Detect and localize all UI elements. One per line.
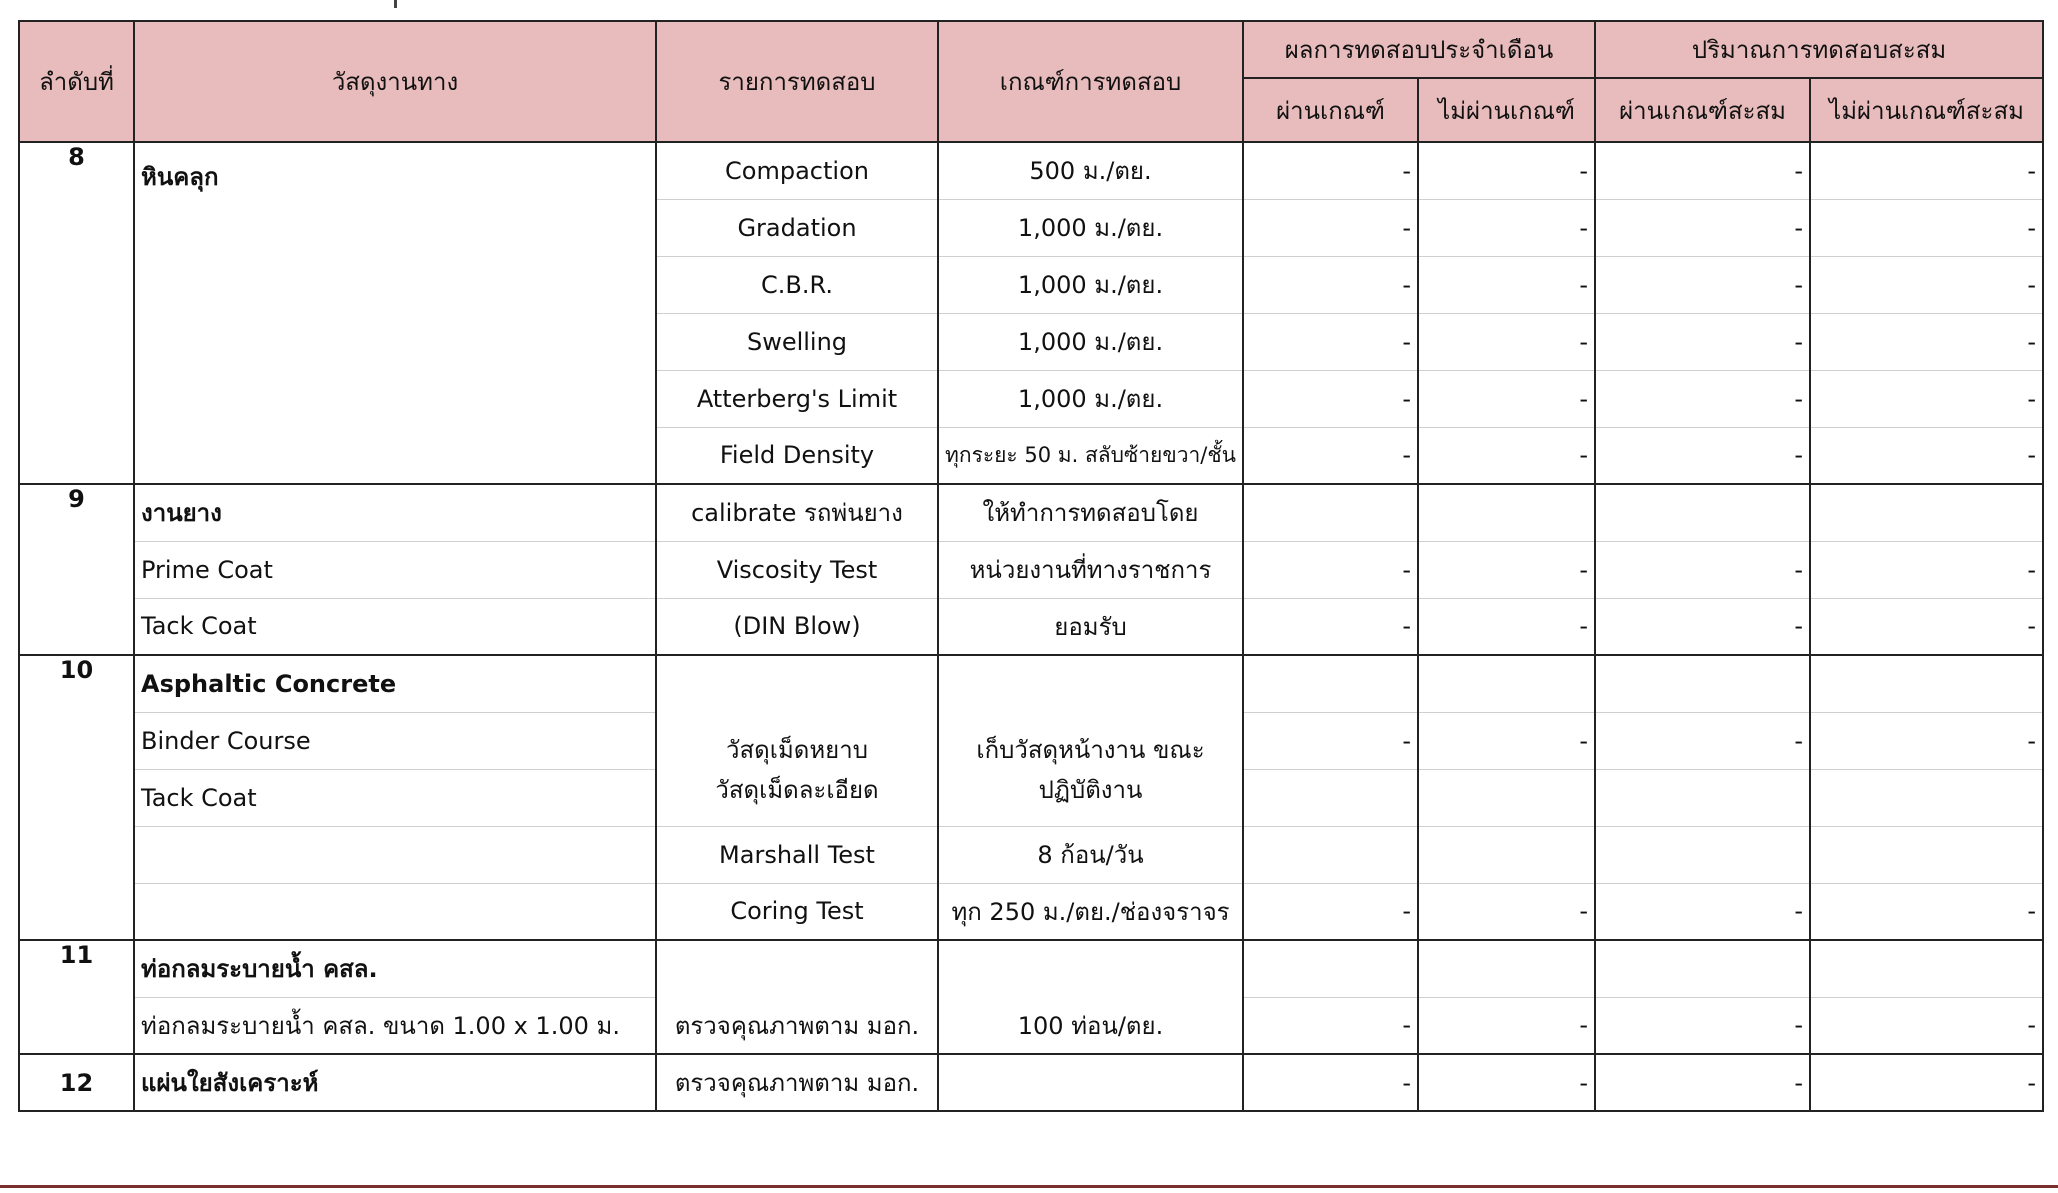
monthly-fail-value: - <box>1418 142 1595 199</box>
cumulative-pass-value: - <box>1595 997 1810 1054</box>
cumulative-fail-value <box>1810 484 2043 541</box>
table-row <box>19 712 2043 769</box>
monthly-pass-value: - <box>1243 370 1418 427</box>
cumulative-fail-value <box>1810 826 2043 883</box>
monthly-fail-value: - <box>1418 997 1595 1054</box>
row-number: 11 <box>19 940 134 1054</box>
monthly-pass-value: - <box>1243 313 1418 370</box>
monthly-fail-value: - <box>1418 199 1595 256</box>
monthly-fail-value <box>1418 769 1595 826</box>
material-name: Tack Coat <box>134 769 656 826</box>
test-results-table <box>18 20 2044 1112</box>
monthly-fail-value <box>1418 655 1595 712</box>
cropped-text-mark <box>394 0 397 8</box>
test-item: ตรวจคุณภาพตาม มอก. <box>656 997 938 1054</box>
header-monthly-group: ผลการทดสอบประจำเดือน <box>1243 21 1595 78</box>
table-row <box>19 1054 2043 1111</box>
test-criteria: 1,000 ม./ตย. <box>938 313 1243 370</box>
test-item: C.B.R. <box>656 256 938 313</box>
cumulative-pass-value <box>1595 484 1810 541</box>
monthly-pass-value: - <box>1243 541 1418 598</box>
material-name: แผ่นใยสังเคราะห์ <box>134 1054 656 1111</box>
test-criteria <box>938 655 1243 712</box>
cumulative-pass-value <box>1595 940 1810 997</box>
test-item: Gradation <box>656 199 938 256</box>
cumulative-pass-value: - <box>1595 712 1810 769</box>
monthly-fail-value <box>1418 826 1595 883</box>
test-item <box>656 940 938 997</box>
test-criteria: 1,000 ม./ตย. <box>938 370 1243 427</box>
monthly-pass-value: - <box>1243 256 1418 313</box>
footer-rule <box>0 1185 2058 1188</box>
material-name: Prime Coat <box>134 541 656 598</box>
cumulative-fail-value <box>1810 769 2043 826</box>
monthly-pass-value: - <box>1243 997 1418 1054</box>
cumulative-fail-value: - <box>1810 883 2043 940</box>
material-name: ท่อกลมระบายน้ำ คสล. ขนาด 1.00 x 1.00 ม. <box>134 997 656 1054</box>
header-cumulative-fail: ไม่ผ่านเกณฑ์สะสม <box>1810 78 2043 142</box>
cumulative-pass-value <box>1595 655 1810 712</box>
cumulative-fail-value: - <box>1810 712 2043 769</box>
monthly-pass-value: - <box>1243 712 1418 769</box>
test-item: วัสดุเม็ดหยาบ <box>656 712 938 769</box>
test-item <box>656 655 938 712</box>
material-name <box>134 883 656 940</box>
test-criteria: ยอมรับ <box>938 598 1243 655</box>
header-order: ลำดับที่ <box>19 21 134 142</box>
cumulative-pass-value: - <box>1595 427 1810 484</box>
table-row <box>19 541 2043 598</box>
monthly-fail-value: - <box>1418 598 1595 655</box>
material-name: Tack Coat <box>134 598 656 655</box>
cumulative-pass-value: - <box>1595 1054 1810 1111</box>
material-name: งานยาง <box>134 484 656 541</box>
test-criteria: 1,000 ม./ตย. <box>938 256 1243 313</box>
cumulative-pass-value: - <box>1595 883 1810 940</box>
table-row <box>19 940 2043 997</box>
cumulative-pass-value: - <box>1595 199 1810 256</box>
test-criteria: ทุก 250 ม./ตย./ช่องจราจร <box>938 883 1243 940</box>
test-criteria: ปฏิบัติงาน <box>938 769 1243 826</box>
cumulative-fail-value: - <box>1810 1054 2043 1111</box>
test-criteria: ให้ทำการทดสอบโดย <box>938 484 1243 541</box>
cumulative-pass-value: - <box>1595 598 1810 655</box>
cumulative-fail-value: - <box>1810 256 2043 313</box>
material-name: ท่อกลมระบายน้ำ คสล. <box>134 940 656 997</box>
monthly-pass-value: - <box>1243 199 1418 256</box>
cumulative-pass-value: - <box>1595 370 1810 427</box>
header-criteria: เกณฑ์การทดสอบ <box>938 21 1243 142</box>
row-number: 9 <box>19 484 134 655</box>
monthly-pass-value <box>1243 769 1418 826</box>
monthly-fail-value: - <box>1418 427 1595 484</box>
header-monthly-pass: ผ่านเกณฑ์ <box>1243 78 1418 142</box>
cumulative-fail-value: - <box>1810 313 2043 370</box>
header-monthly-fail: ไม่ผ่านเกณฑ์ <box>1418 78 1595 142</box>
monthly-fail-value: - <box>1418 313 1595 370</box>
cumulative-pass-value: - <box>1595 256 1810 313</box>
monthly-pass-value <box>1243 826 1418 883</box>
table-row <box>19 484 2043 541</box>
test-item: ตรวจคุณภาพตาม มอก. <box>656 1054 938 1111</box>
monthly-fail-value <box>1418 484 1595 541</box>
table-row <box>19 826 2043 883</box>
table-row <box>19 142 2043 199</box>
cumulative-fail-value: - <box>1810 427 2043 484</box>
test-item: Viscosity Test <box>656 541 938 598</box>
monthly-fail-value: - <box>1418 883 1595 940</box>
cumulative-pass-value: - <box>1595 313 1810 370</box>
monthly-pass-value: - <box>1243 883 1418 940</box>
test-item: วัสดุเม็ดละเอียด <box>656 769 938 826</box>
monthly-pass-value: - <box>1243 142 1418 199</box>
monthly-fail-value: - <box>1418 712 1595 769</box>
test-criteria <box>938 940 1243 997</box>
header-cumulative-group: ปริมาณการทดสอบสะสม <box>1595 21 2043 78</box>
test-item: Compaction <box>656 142 938 199</box>
monthly-fail-value <box>1418 940 1595 997</box>
header-material: วัสดุงานทาง <box>134 21 656 142</box>
header-cumulative-pass: ผ่านเกณฑ์สะสม <box>1595 78 1810 142</box>
cumulative-fail-value: - <box>1810 370 2043 427</box>
test-item: Swelling <box>656 313 938 370</box>
test-criteria: 500 ม./ตย. <box>938 142 1243 199</box>
test-item: Field Density <box>656 427 938 484</box>
material-name <box>134 826 656 883</box>
cumulative-pass-value: - <box>1595 142 1810 199</box>
row-number: 8 <box>19 142 134 484</box>
test-criteria: 8 ก้อน/วัน <box>938 826 1243 883</box>
test-criteria: 100 ท่อน/ตย. <box>938 997 1243 1054</box>
test-criteria <box>938 1054 1243 1111</box>
test-item: Atterberg's Limit <box>656 370 938 427</box>
cumulative-pass-value: - <box>1595 541 1810 598</box>
cumulative-fail-value: - <box>1810 598 2043 655</box>
monthly-fail-value: - <box>1418 370 1595 427</box>
test-item: Marshall Test <box>656 826 938 883</box>
test-item: Coring Test <box>656 883 938 940</box>
row-number: 12 <box>19 1054 134 1111</box>
cumulative-fail-value <box>1810 940 2043 997</box>
test-criteria: 1,000 ม./ตย. <box>938 199 1243 256</box>
material-name: Asphaltic Concrete <box>134 655 656 712</box>
material-name: หินคลุก <box>134 142 656 484</box>
monthly-pass-value: - <box>1243 598 1418 655</box>
cumulative-pass-value <box>1595 769 1810 826</box>
test-item: (DIN Blow) <box>656 598 938 655</box>
cumulative-fail-value: - <box>1810 997 2043 1054</box>
cumulative-fail-value: - <box>1810 541 2043 598</box>
cumulative-fail-value: - <box>1810 142 2043 199</box>
monthly-pass-value: - <box>1243 427 1418 484</box>
cumulative-fail-value <box>1810 655 2043 712</box>
table-row <box>19 997 2043 1054</box>
table-row <box>19 598 2043 655</box>
table-row <box>19 655 2043 712</box>
cumulative-pass-value <box>1595 826 1810 883</box>
monthly-fail-value: - <box>1418 256 1595 313</box>
row-number: 10 <box>19 655 134 940</box>
monthly-fail-value: - <box>1418 1054 1595 1111</box>
test-criteria: เก็บวัสดุหน้างาน ขณะ <box>938 712 1243 769</box>
cumulative-fail-value: - <box>1810 199 2043 256</box>
monthly-pass-value <box>1243 484 1418 541</box>
monthly-pass-value <box>1243 940 1418 997</box>
monthly-pass-value <box>1243 655 1418 712</box>
test-criteria: หน่วยงานที่ทางราชการ <box>938 541 1243 598</box>
table-row <box>19 883 2043 940</box>
header-test-item: รายการทดสอบ <box>656 21 938 142</box>
monthly-pass-value: - <box>1243 1054 1418 1111</box>
test-item: calibrate รถพ่นยาง <box>656 484 938 541</box>
table-row <box>19 769 2043 826</box>
test-criteria: ทุกระยะ 50 ม. สลับซ้ายขวา/ชั้น <box>938 427 1243 484</box>
top-border-area <box>0 0 2058 20</box>
monthly-fail-value: - <box>1418 541 1595 598</box>
material-name: Binder Course <box>134 712 656 769</box>
